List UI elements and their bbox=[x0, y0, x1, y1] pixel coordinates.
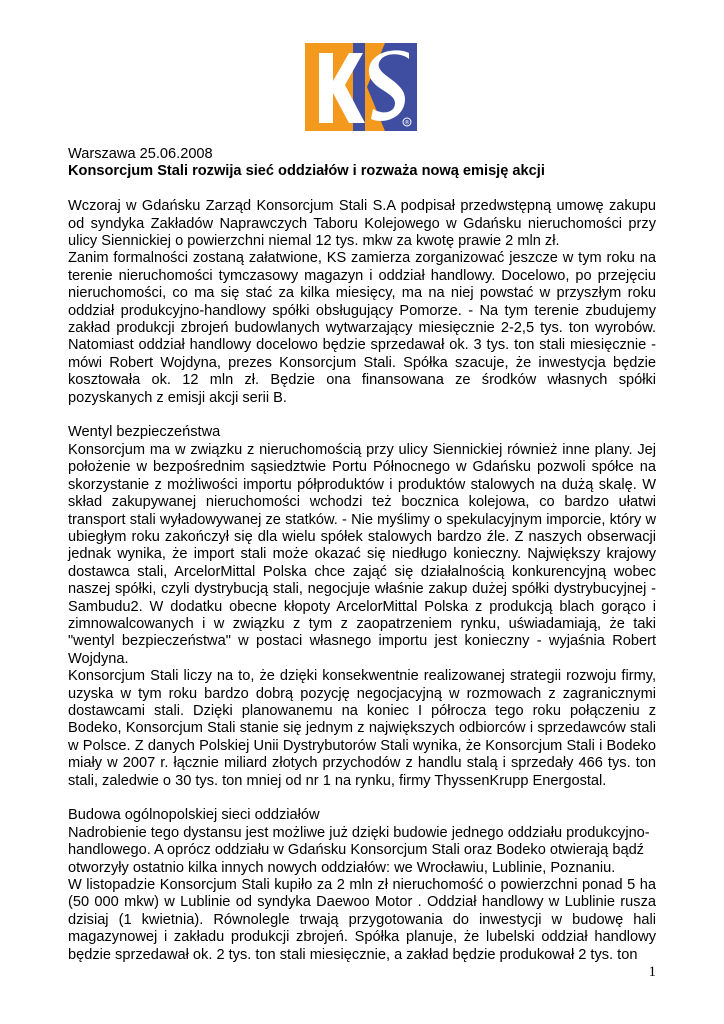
paragraph-2: Zanim formalności zostaną załatwione, KS zamierza zorganizować jeszcze w tym roku na terenie nieruchomości tymczasowy magazyn i oddział handlowy. Docelowo, po przejęciu nieruchomości, co ma się stać za kilka miesięcy, ma na niej powstać w przyszłym roku oddział produkcyjno-handlowy spółki obsługujący Pomorze. - Na tym terenie zbudujemy zakład produkcji zbrojeń budowlanych wytwarzający miesięcznie 2-2,5 tys. ton wyrobów. Natomiast oddział handlowy docelowo będzie sprzedawał ok. 3 tys. ton stali miesięcznie - mówi Robert Wojdyna, prezes Konsorcjum Stali. Spółka szacuje, że inwestycja będzie kosztowała ok. 12 mln zł. Będzie ona finansowana ze środków własnych spółki pozyskanych z emisji akcji serii B. bbox=[68, 250, 656, 406]
document-date: Warszawa 25.06.2008 bbox=[68, 146, 213, 162]
paragraph-6: W listopadzie Konsorcjum Stali kupiło za 2 mln zł nieruchomość o powierzchni ponad 5 ha (50 000 mkw) w Lublinie od syndyka Daewoo Motor . Oddział handlowy w Lublinie rusza dzisiaj (1 kwietnia). Równolegle trwają przygotowania do inwestycji w budowę hali magazynowej i zakładu produkcji zbrojeń. Spółka planuje, że lubelski oddział handlowy będzie sprzedawał ok. 2 tys. ton stali miesięcznie, a zakład będzie produkował 2 tys. ton bbox=[68, 877, 656, 963]
paragraph-5-line-1: Nadrobienie tego dystansu jest możliwe już dzięki budowie jednego oddziału produkcyjno- bbox=[68, 824, 650, 841]
paragraph-1: Wczoraj w Gdańsku Zarząd Konsorcjum Stali S.A podpisał przedwstępną umowę zakupu od syndyka Zakładów Naprawczych Taboru Kolejowego w Gdańsku nieruchomości przy ulicy Siennickiej o powierzchni niemal 12 tys. mkw za kwotę prawie 2 mln zł. bbox=[68, 198, 656, 250]
paragraph-3: Konsorcjum ma w związku z nieruchomością przy ulicy Siennickiej również inne plany. Jej położenie w bezpośrednim sąsiedztwie Portu Północnego w Gdańsku pozwoli spółce na skorzystanie z możliwości importu półproduktów i produktów stalowych na dużą skalę. W skład zakupywanej nieruchomości wchodzi też bocznica kolejowa, co bardzo ułatwi transport stali wyładowywanej ze statków. - Nie myślimy o spekulacyjnym imporcie, który w ubiegłym roku zakończył się dla wielu spółek stalowych bardzo źle. Z naszych obserwacji jednak wynika, że import stali może okazać się niedługo konieczny. Największy krajowy dostawca stali, ArcelorMittal Polska chce zająć się działalnością konkurencyjną wobec naszej spółki, czyli dystrybucją stali, negocjuje właśnie zakup dużej spółki dystrybucyjnej - Sambudu2. W dodatku obecne kłopoty ArcelorMittal Polska z produkcją blach gorąco i zimnowalcowanych i w związku z tym z zaopatrzeniem rynku, uświadamiają, że taki "wentyl bezpieczeństwa" w postaci własnego importu jest konieczny - wyjaśnia Robert Wojdyna. bbox=[68, 441, 656, 667]
ks-logo bbox=[305, 43, 417, 131]
paragraph-5-line-2: handlowego. A oprócz oddziału w Gdańsku Konsorcjum Stali oraz Bodeko otwierają bądź bbox=[68, 842, 644, 859]
paragraph-5-line-3: otworzyły ostatnio kilka innych nowych oddziałów: we Wrocławiu, Lublinie, Poznaniu. bbox=[68, 859, 616, 876]
document-body bbox=[68, 146, 656, 964]
registered-mark: ® bbox=[404, 119, 410, 127]
section-heading-2: Budowa ogólnopolskiej sieci oddziałów bbox=[68, 807, 320, 824]
page-number: 1 bbox=[648, 964, 656, 980]
paragraph-4: Konsorcjum Stali liczy na to, że dzięki konsekwentnie realizowanej strategii rozwoju firmy, uzyska w tym roku bardzo dobrą pozycję negocjacyjną w rozmowach z zagranicznymi dostawcami stali. Dzięki planowanemu na koniec I półrocza tego roku połączeniu z Bodeko, Konsorcjum Stali stanie się jednym z największych odbiorców i sprzedawców stali w Polsce. Z danych Polskiej Unii Dystrybutorów Stali wynika, że Konsorcjum Stali i Bodeko miały w 2007 r. łącznie miliard złotych przychodów z handlu stalą i sprzedały 466 tys. ton stali, zaledwie o 30 tys. ton mniej od nr 1 na rynku, firmy ThyssenKrupp Energostal. bbox=[68, 668, 656, 789]
document-title: Konsorcjum Stali rozwija sieć oddziałów i rozważa nową emisję akcji bbox=[68, 163, 545, 180]
section-heading-1: Wentyl bezpieczeństwa bbox=[68, 424, 221, 441]
